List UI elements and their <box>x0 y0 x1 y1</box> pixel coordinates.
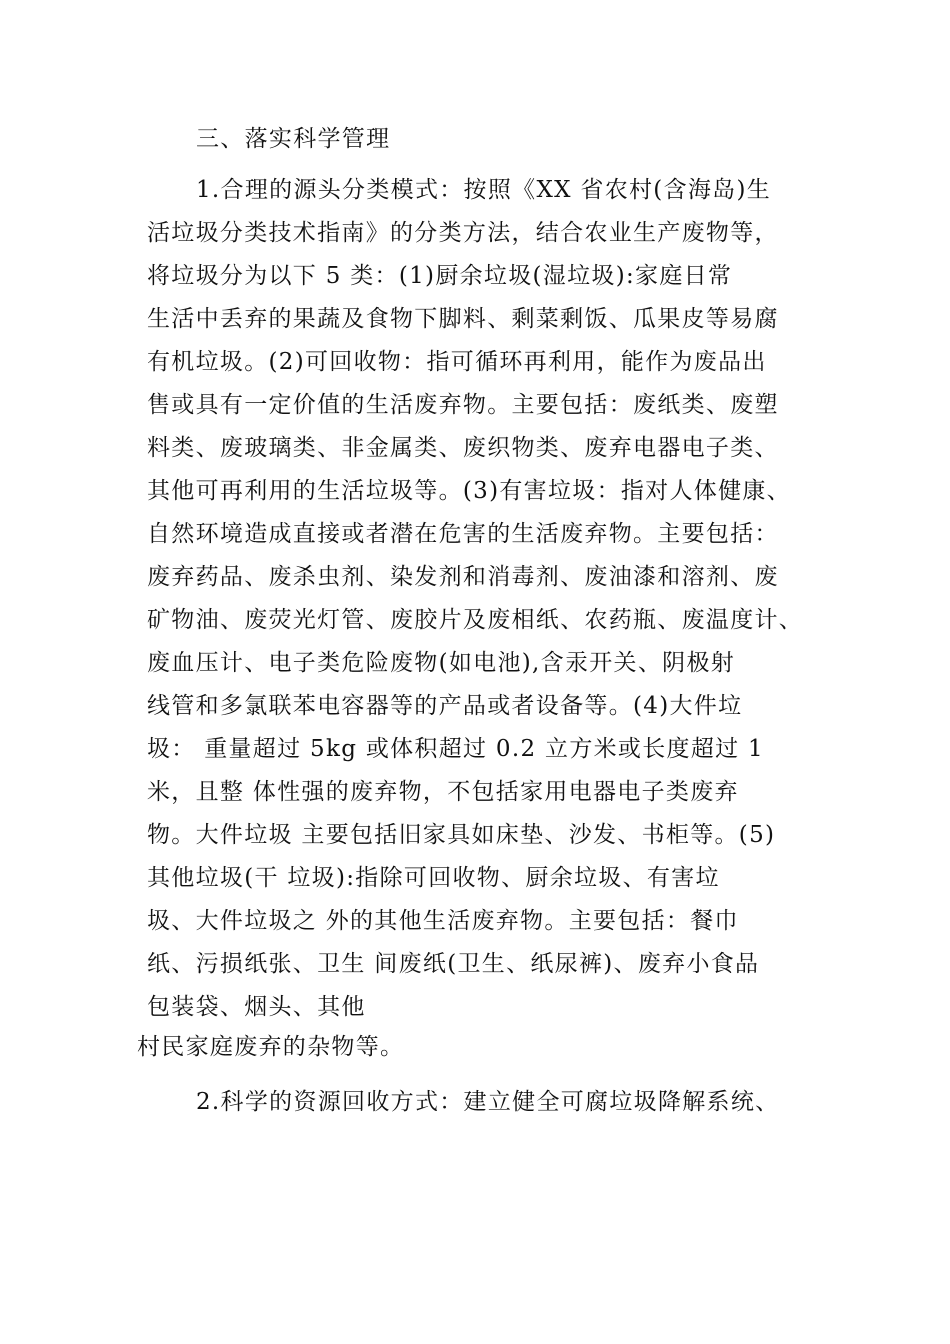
paragraph-1-line-19: 纸、污损纸张、卫生 间废纸(卫生、纸尿裤)、废弃小食品 <box>147 951 760 977</box>
paragraph-1-line-6: 售或具有一定价值的生活废弃物。主要包括：废纸类、废塑 <box>147 392 779 418</box>
paragraph-1-line-21: 村民家庭废弃的杂物等。 <box>137 1034 405 1060</box>
paragraph-1-line-14: 圾： 重量超过 5kg 或体积超过 0.2 立方米或长度超过 1 <box>147 736 764 762</box>
paragraph-1-line-15: 米，且整 体性强的废弃物，不包括家用电器电子类废弃 <box>147 779 739 805</box>
paragraph-1-line-17: 其他垃圾(干 垃圾):指除可回收物、厨余垃圾、有害垃 <box>147 865 720 891</box>
paragraph-1-line-5: 有机垃圾。(2)可回收物：指可循环再利用，能作为废品出 <box>147 349 767 375</box>
paragraph-1-line-8: 其他可再利用的生活垃圾等。(3)有害垃圾：指对人体健康、 <box>147 478 791 504</box>
paragraph-1-line-3: 将垃圾分为以下 5 类：(1)厨余垃圾(湿垃圾):家庭日常 <box>147 263 733 289</box>
paragraph-1-line-13: 线管和多氯联苯电容器等的产品或者设备等。(4)大件垃 <box>147 693 743 719</box>
paragraph-2-line-1: 2.科学的资源回收方式：建立健全可腐垃圾降解系统、 <box>196 1089 780 1115</box>
paragraph-1-line-10: 废弃药品、废杀虫剂、染发剂和消毒剂、废油漆和溶剂、废 <box>147 564 779 590</box>
paragraph-1-line-20: 包装袋、烟头、其他 <box>147 994 366 1020</box>
paragraph-1-line-2: 活垃圾分类技术指南》的分类方法，结合农业生产废物等， <box>147 220 779 246</box>
paragraph-1-line-7: 料类、废玻璃类、非金属类、废织物类、废弃电器电子类、 <box>147 435 779 461</box>
paragraph-1-line-16: 物。大件垃圾 主要包括旧家具如床垫、沙发、书柜等。(5) <box>147 822 776 848</box>
section-heading: 三、落实科学管理 <box>196 126 391 152</box>
paragraph-1-line-12: 废血压计、电子类危险废物(如电池),含汞开关、阴极射 <box>147 650 736 676</box>
paragraph-1-line-11: 矿物油、废荧光灯管、废胶片及废相纸、农药瓶、废温度计、 <box>147 607 804 633</box>
paragraph-1-line-4: 生活中丢弃的果蔬及食物下脚料、剩菜剩饭、瓜果皮等易腐 <box>147 306 779 332</box>
paragraph-1-line-1: 1.合理的源头分类模式：按照《XX 省农村(含海岛)生 <box>196 177 772 203</box>
paragraph-1-line-18: 圾、大件垃圾之 外的其他生活废弃物。主要包括：餐巾 <box>147 908 739 934</box>
paragraph-1-line-9: 自然环境造成直接或者潜在危害的生活废弃物。主要包括： <box>147 521 779 547</box>
